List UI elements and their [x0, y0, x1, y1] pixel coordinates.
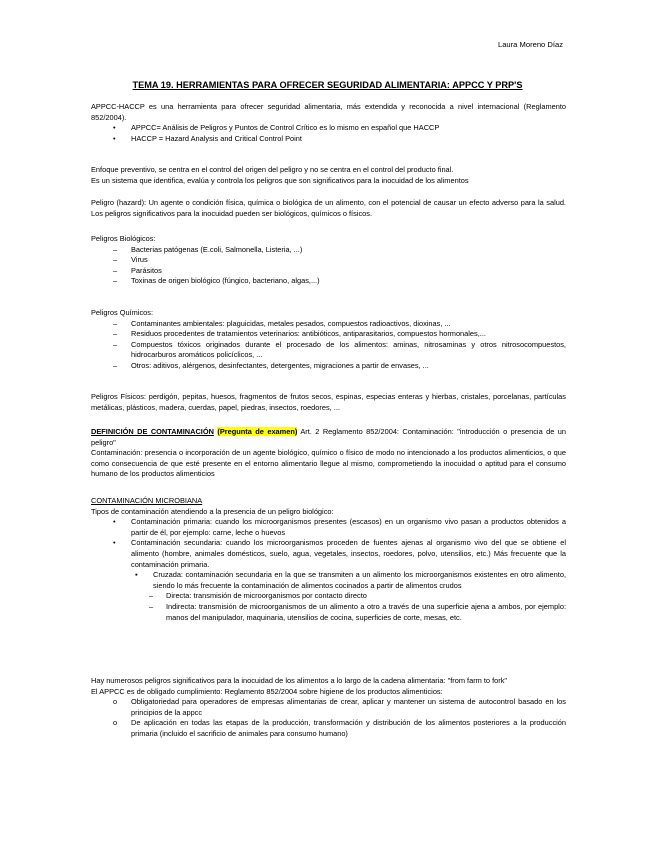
list-item: – Otros: aditivos, alérgenos, desinfectantes, detergentes, migraciones a partir de envases, ...: [113, 360, 429, 370]
biologicos-section: [91, 234, 566, 287]
intro-text: APPCC-HACCP es una herramienta para ofrecer seguridad alimentaria, más extendida y reconocida a nivel internacional (Reglamento 852/2004).: [91, 102, 566, 122]
biologicos-heading: Peligros Biológicos:: [91, 234, 156, 243]
enfoque-line: Enfoque preventivo, se centra en el control del origen del peligro y no se centra en el control del producto final.: [91, 165, 454, 174]
quimicos-section: [91, 308, 566, 372]
fisicos-section: Peligros Físicos: perdigón, pepitas, huesos, fragmentos de frutos secos, espinas, especias enteras y hierbas, cristales, porcelanas, partículas metálicas, plásticos, madera, cuerdas, papel, piedras, insectos, roedores, ...: [91, 392, 566, 412]
definicion-heading: DEFINICIÓN DE CONTAMINACIÓN: [91, 427, 214, 436]
microbiana-intro: Tipos de contaminación atendiendo a la presencia de un peligro biológico:: [91, 506, 334, 516]
author-name: Laura Moreno Díaz: [497, 40, 563, 49]
list-item: o Obligatoriedad para operadores de empresas alimentarias de crear, aplicar y mantener un sistema de autocontrol basado en los principios de la appcc: [113, 697, 566, 717]
intro-section: [91, 102, 566, 144]
intro-bullet: • HACCP = Hazard Analysis and Critical Control Point: [113, 133, 302, 143]
bullet-marker: •: [113, 133, 116, 143]
bullet-marker: •: [113, 123, 116, 133]
obligado-heading: El APPCC es de obligado cumplimiento: Reglamento 852/2004 sobre higiene de los productos alimenticios:: [91, 686, 443, 696]
list-item: – Parásitos: [113, 265, 162, 275]
list-item: – Virus: [113, 255, 148, 265]
list-item: – Compuestos tóxicos originados durante el procesado de los alimentos: aminas, nitrosaminas y otros nitrosocompuestos, hidrocarburos aromáticos policíclicos, ...: [113, 339, 566, 360]
list-item: – Indirecta: transmisión de microorganismos de un alimento a otro a través de una superficie ajena a ambos, por ejemplo: manos del manipulador, maquinaria, utensilios de cocina, superficies de corte, mesas, etc.: [149, 601, 566, 622]
list-item: • Contaminación primaria: cuando los microorganismos presentes (escasos) en un organismo vivo pasan a productos obtenidos a partir de él, por ejemplo: carne, leche o huevos: [113, 517, 566, 537]
exam-badge: (Pregunta de examen): [217, 427, 298, 436]
microbiana-section: [91, 496, 566, 623]
cadena-section: Hay numerosos peligros significativos para la inocuidad de los alimentos a lo largo de la cadena alimentaria: "from farm to fork" El APPCC es de obligado cumplimiento: Reglamento 852/2004 sobre higiene de los productos alimenticios: o Obligatoriedad para operadores de empresas alimentarias de crear, aplicar y mantener un sistema de autocontrol basado en los principios de la appcc o De aplicación en todas las etapas de la producción, transformación y distribución de los alimentos posteriores a la producción primaria (incluido el sacrificio de animales para consumo humano): [91, 676, 566, 738]
list-item: – Contaminantes ambientales: plaguicidas, metales pesados, compuestos radioactivos, dioxinas, ...: [113, 318, 451, 328]
list-item: – Bacterias patógenas (E.coli, Salmonella, Listeria, ...): [113, 244, 303, 254]
page-title-text: TEMA 19. HERRAMIENTAS PARA OFRECER SEGURIDAD ALIMENTARIA: APPCC Y PRP'S: [132, 80, 523, 90]
definicion-section: [91, 427, 566, 480]
enfoque-section: [91, 165, 566, 186]
list-item: • Contaminación secundaria: cuando los microorganismos proceden de fuentes ajenas al organismo vivo del que se obtiene el alimento (hombre, animales domésticos, suelo, agua, vegetales, insectos, roedores, polvo, utensilios, etc.) Más frecuente que la contaminación primaria.: [113, 538, 566, 569]
list-item: – Directa: transmisión de microorganismos por contacto directo: [149, 591, 367, 601]
list-item: o De aplicación en todas las etapas de la producción, transformación y distribución de los alimentos posteriores a la producción primaria (incluido el sacrificio de animales para consumo humano): [113, 718, 566, 738]
list-item: – Toxinas de origen biológico (fúngico, bacteriano, algas,...): [113, 276, 320, 286]
enfoque-line: Es un sistema que identifica, evalúa y controla los peligros que son significativos para la inocuidad de los alimentos: [91, 175, 469, 185]
quimicos-heading: Peligros Químicos:: [91, 308, 154, 317]
microbiana-heading: CONTAMINACIÓN MICROBIANA: [91, 496, 203, 505]
peligro-definition: Peligro (hazard): Un agente o condición física, química o biológica de un alimento, con el potencial de causar un efecto adverso para la salud. Los peligros significativos para la inocuidad pueden ser biológicos, químicos o físicos.: [91, 198, 566, 218]
intro-bullet: • APPCC= Análisis de Peligros y Puntos de Control Crítico es lo mismo en español que HACCP: [113, 123, 440, 133]
list-item: – Residuos procedentes de tratamientos veterinarios: antibióticos, antiparasitarios, compuestos hormonales,...: [113, 329, 486, 339]
page-title: [0, 80, 655, 91]
definicion-ref: Art. 2 Reglamento 852/2004: Contaminación: "introducción o presencia de un peligro": [91, 427, 566, 447]
list-item: ▪ Cruzada: contaminación secundaria en la que se transmiten a un alimento los microorganismos existentes en otro alimento, siendo lo más frecuente la contaminación de alimentos cocinados a partir de alimentos crudos: [135, 570, 566, 590]
definicion-text: Contaminación: presencia o incorporación de un agente biológico, químico o físico de modo no intencionado a los productos alimenticios, o que como consecuencia de que esté presente en el entorno alimentario llegue al mismo, comprometiendo la inocuidad o aptitud para el consumo humano de los productos alimenticios: [91, 448, 566, 479]
